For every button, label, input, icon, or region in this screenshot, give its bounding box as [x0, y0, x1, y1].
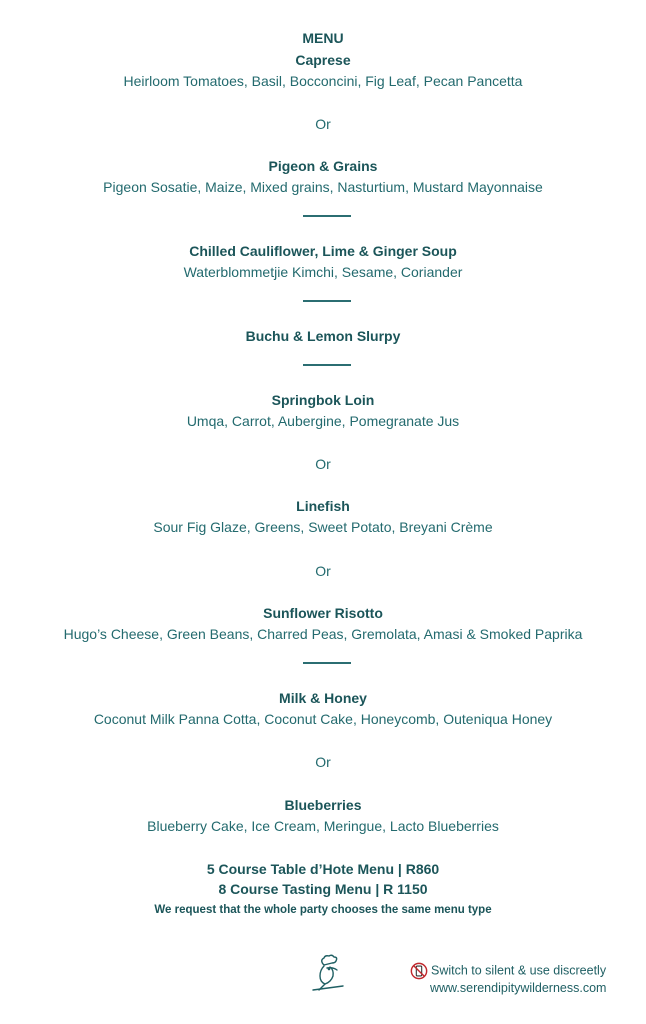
or-separator: Or: [315, 116, 331, 132]
chef-bird-icon: [305, 950, 351, 996]
dish-soup-name: Chilled Cauliflower, Lime & Ginger Soup: [189, 243, 457, 259]
or-separator: Or: [315, 563, 331, 579]
course-divider: [303, 662, 351, 664]
dish-soup-description: Waterblommetjie Kimchi, Sesame, Coriander: [183, 264, 463, 280]
dish-milk-honey-description: Coconut Milk Panna Cotta, Coconut Cake, Honeycomb, Outeniqua Honey: [93, 711, 553, 727]
menu-title: MENU: [302, 30, 344, 46]
dish-caprese-description: Heirloom Tomatoes, Basil, Bocconcini, Fig Leaf, Pecan Pancetta: [123, 73, 523, 89]
silent-notice: [410, 962, 606, 980]
dish-blueberries-name: Blueberries: [284, 797, 362, 813]
no-phone-icon: [410, 962, 428, 980]
dish-springbok-name: Springbok Loin: [271, 392, 375, 408]
website-link[interactable]: www.serendipitywilderness.com: [430, 981, 607, 995]
price-tasting: 8 Course Tasting Menu | R 1150: [218, 881, 428, 897]
or-separator: Or: [315, 456, 331, 472]
course-divider: [303, 300, 351, 302]
dish-blueberries-description: Blueberry Cake, Ice Cream, Meringue, Lacto Blueberries: [147, 818, 499, 834]
dish-linefish-name: Linefish: [296, 498, 350, 514]
dish-risotto-description: Hugo’s Cheese, Green Beans, Charred Peas, Gremolata, Amasi & Smoked Paprika: [63, 626, 583, 642]
dish-risotto-name: Sunflower Risotto: [263, 605, 383, 621]
course-divider: [303, 215, 351, 217]
dish-pigeon-description: Pigeon Sosatie, Maize, Mixed grains, Nasturtium, Mustard Mayonnaise: [103, 179, 543, 195]
dish-springbok-description: Umqa, Carrot, Aubergine, Pomegranate Jus: [186, 413, 460, 429]
dish-slurpy-name: Buchu & Lemon Slurpy: [245, 328, 401, 344]
course-divider: [303, 364, 351, 366]
party-menu-note: We request that the whole party chooses the same menu type: [154, 904, 492, 916]
or-separator: Or: [315, 754, 331, 770]
price-table-dhote: 5 Course Table d’Hote Menu | R860: [206, 861, 440, 877]
dish-pigeon-name: Pigeon & Grains: [268, 158, 378, 174]
dish-caprese-name: Caprese: [295, 52, 351, 68]
silent-notice-text: Switch to silent & use discreetly: [431, 963, 607, 978]
dish-linefish-description: Sour Fig Glaze, Greens, Sweet Potato, Breyani Crème: [153, 519, 493, 535]
dish-milk-honey-name: Milk & Honey: [279, 690, 367, 706]
